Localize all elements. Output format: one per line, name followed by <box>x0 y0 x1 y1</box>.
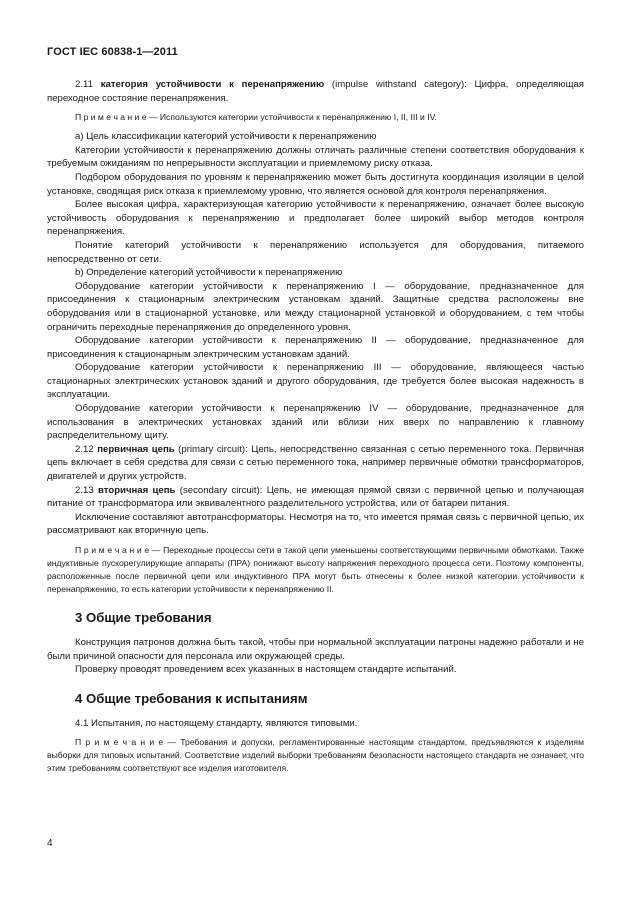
term-secondary-circuit: вторичная цепь <box>97 484 176 496</box>
para-a-heading: а) Цель классификации категорий устойчивости к перенапряжению <box>75 131 377 143</box>
clause-2-11-definition: 2.11 категория устойчивости к перенапряжению (impulse withstand category): Цифра, определяющая переходное состояние перенапряжения. <box>47 79 584 104</box>
section-3-title: 3 Общие требования <box>75 610 212 625</box>
section-4-note: П р и м е ч а н и е — Требования и допуски, регламентированные настоящим стандартом, предъявляются к изделиям выборки для типовых испытаний. Соответствие изделий выборки требованиям безопасности настоящего стандарта не означает, что этим требованиям соответствуют все изделия изготовителя. <box>47 737 584 774</box>
para-a-3: Более высокая цифра, характеризующая категорию устойчивости к перенапряжению, означает более высокую устойчивость оборудования к перенапряжению и предполагает более широкий выбор методов контроля перенапряжения. <box>47 199 584 238</box>
clause-2-13-exception: Исключение составляют автотрансформаторы. Несмотря на то, что имеется прямая связь с первичной цепью, их рассматривают как вторичную цепь. <box>47 511 584 537</box>
para-a-1: Категории устойчивости к перенапряжению должны отличать различные степени соответствия оборудования к требуемым ожиданиям по непрерывности эксплуатации и приемлемому риску отказа. <box>47 144 584 170</box>
term-primary-circuit: первичная цепь <box>97 443 175 455</box>
para-b-1: Оборудование категории устойчивости к перенапряжению I — оборудование, предназначенное для присоединения к стационарным электрическим установкам зданий. Защитные средства расположены вне оборудования или в стационарной установке, или между стационарной установкой и оборудованием, с тем чтобы ограничить переходные перенапряжения до определенного уровня. <box>47 280 584 333</box>
clause-2-13-note: П р и м е ч а н и е — Переходные процессы сети в такой цепи уменьшены соответствующими первичными обмотками. Также индуктивные пускорегулирующие аппараты (ПРА) понижают высоту напряжения переходного процесса сети. Поэтому компоненты, расположенные после первичной цепи или индуктивного ПРА могут быть отнесены к более низкой категории устойчивости к перенапряжению, то есть категории устойчивости к перенапряжению II. <box>47 545 585 594</box>
section-3-para-2: Проверку проводят проведением всех указанных в настоящем стандарте испытаний. <box>75 664 457 676</box>
note-label: П р и м е ч а н и е <box>75 737 164 748</box>
document-header: ГОСТ IEC 60838-1—2011 <box>47 46 178 58</box>
para-b-3: Оборудование категории устойчивости к перенапряжению III — оборудование, являющееся частью стационарных электрических установок зданий и другого оборудования, где требуется более высокая надежность в эксплуатации. <box>47 362 584 401</box>
section-3-para-1: Конструкция патронов должна быть такой, чтобы при нормальной эксплуатации патроны надежно работали и не были причиной опасности для персонала или окружающей среды. <box>47 637 584 662</box>
clause-2-12-definition: 2.12 первичная цепь (primary circuit): Цепь, непосредственно связанная с сетью переменного тока. Первичная цепь включает в себя средства для связи с сетью переменного тока, например первичные обмотки трансформаторов, двигателей и других устройств. <box>47 443 584 483</box>
clause-2-13-definition: 2.13 вторичная цепь (secondary circuit): Цепь, не имеющая прямой связи с первичной цепью и получающая питание от трансформатора или эквивалентного разделительного устройства, или от батареи питания. <box>47 484 585 510</box>
note-label: П р и м е ч а н и е <box>75 545 150 555</box>
clause-2-11-note: П р и м е ч а н и е — Используются категории устойчивости к перенапряжению I, II, III и IV. <box>75 112 437 123</box>
section-4-para-1: 4.1 Испытания, по настоящему стандарту, являются типовыми. <box>75 717 358 729</box>
section-4-title: 4 Общие требования к испытаниям <box>75 690 308 706</box>
para-b-2: Оборудование категории устойчивости к перенапряжению II — оборудование, предназначенное для присоединения к стационарным электрическим установкам зданий. <box>47 335 584 360</box>
para-a-2: Подбором оборудования по уровням к перенапряжению может быть достигнута координация изоляции в целой установке, сводящая риск отказа к приемлемому уровню, что является основой для контроля перенапряжения. <box>47 171 584 197</box>
para-b-heading: b) Определение категорий устойчивости к перенапряжению <box>75 267 343 279</box>
term-impulse-withstand-category: категория устойчивости к перенапряжению <box>100 79 325 90</box>
note-label: П р и м е ч а н и е <box>75 112 147 123</box>
para-a-4: Понятие категорий устойчивости к перенапряжению используется для оборудования, питаемого непосредственно от сети. <box>47 239 584 265</box>
page-number: 4 <box>47 838 53 849</box>
para-b-4: Оборудование категории устойчивости к перенапряжению IV — оборудование, предназначенное для использования в электрических установках зданий или вблизи них вверх по направлению к главному распределительному щиту. <box>47 403 584 442</box>
document-body <box>47 78 584 781</box>
